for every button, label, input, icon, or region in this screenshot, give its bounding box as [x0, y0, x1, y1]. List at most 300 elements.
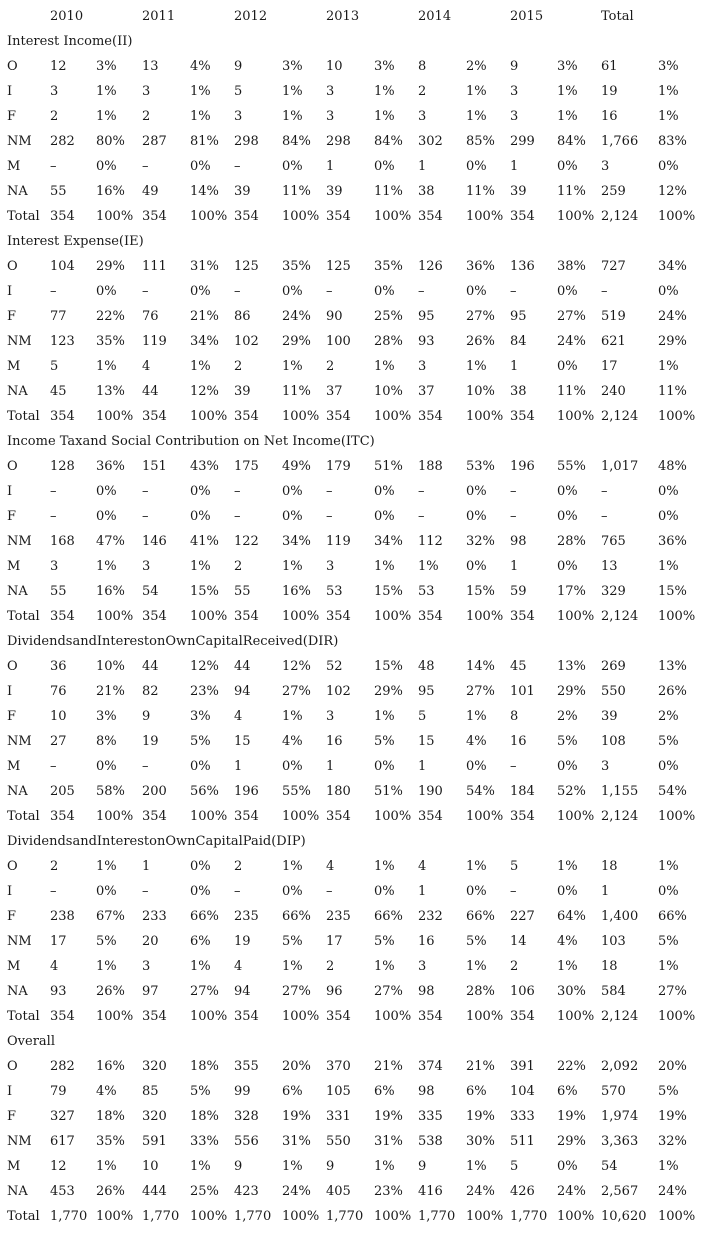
percent-cell: 0% [96, 284, 117, 299]
count-cell: 354 [142, 1009, 167, 1024]
count-cell: 36 [50, 659, 67, 674]
percent-cell: 53% [466, 459, 495, 474]
percent-cell: 12% [190, 659, 219, 674]
percent-cell: 100% [282, 1009, 320, 1024]
count-cell: 426 [510, 1184, 535, 1199]
count-cell: 125 [326, 259, 351, 274]
percent-cell: 66% [190, 909, 219, 924]
count-cell: 405 [326, 1184, 351, 1199]
count-cell: 2 [326, 959, 335, 974]
percent-cell: 0% [282, 884, 303, 899]
count-cell: 48 [418, 659, 435, 674]
percent-cell: 35% [96, 1134, 125, 1149]
count-cell: 17 [326, 934, 343, 949]
count-cell: 104 [50, 259, 75, 274]
count-cell: 3 [326, 109, 335, 124]
column-header: 2013 [326, 9, 360, 24]
table-row [0, 1129, 711, 1154]
count-cell: 2 [234, 559, 243, 574]
percent-cell: 1% [190, 959, 211, 974]
percent-cell: 0% [658, 284, 679, 299]
percent-cell: 13% [96, 384, 125, 399]
count-cell: 2 [418, 84, 427, 99]
count-cell: – [142, 884, 149, 899]
row-label: NM [7, 134, 32, 149]
percent-cell: 1% [466, 859, 487, 874]
count-cell: 16 [418, 934, 435, 949]
count-cell: – [142, 759, 149, 774]
count-cell: 287 [142, 134, 167, 149]
count-cell: 1 [418, 159, 427, 174]
count-cell: 354 [234, 809, 259, 824]
percent-cell: 1% [282, 859, 303, 874]
percent-cell: 55% [557, 459, 586, 474]
percent-cell: 24% [658, 309, 687, 324]
count-cell: 15 [418, 734, 435, 749]
count-cell: 94 [234, 684, 251, 699]
count-cell: 5 [510, 859, 519, 874]
count-cell: – [326, 509, 333, 524]
count-cell: 298 [326, 134, 351, 149]
count-cell: 4 [142, 359, 151, 374]
count-cell: 354 [326, 609, 351, 624]
count-cell: – [326, 284, 333, 299]
percent-cell: 11% [557, 384, 586, 399]
percent-cell: 100% [190, 609, 228, 624]
count-cell: 2 [234, 359, 243, 374]
count-cell: 329 [601, 584, 626, 599]
count-cell: 550 [326, 1134, 351, 1149]
count-cell: 354 [510, 409, 535, 424]
percent-cell: 1% [557, 84, 578, 99]
table-row [0, 704, 711, 729]
percent-cell: 24% [282, 1184, 311, 1199]
count-cell: 45 [510, 659, 527, 674]
row-label: O [7, 259, 18, 274]
count-cell: 2 [326, 359, 335, 374]
count-cell: – [510, 509, 517, 524]
percent-cell: 8% [96, 734, 117, 749]
percent-cell: 100% [96, 1209, 134, 1224]
percent-cell: 1% [374, 359, 395, 374]
table-row [0, 1154, 711, 1179]
percent-cell: 100% [557, 409, 595, 424]
percent-cell: 36% [658, 534, 687, 549]
percent-cell: 6% [466, 1084, 487, 1099]
count-cell: – [50, 884, 57, 899]
count-cell: 1,770 [234, 1209, 272, 1224]
row-label: M [7, 1159, 21, 1174]
percent-cell: 26% [96, 984, 125, 999]
percent-cell: 1% [466, 84, 487, 99]
percent-cell: 0% [466, 884, 487, 899]
section-title: Income Taxand Social Contribution on Net Income(ITC) [7, 434, 375, 449]
percent-cell: 0% [96, 159, 117, 174]
count-cell: 19 [601, 84, 618, 99]
percent-cell: 51% [374, 459, 403, 474]
count-cell: – [601, 484, 608, 499]
row-label: I [7, 484, 13, 499]
percent-cell: 100% [557, 209, 595, 224]
table-row [0, 879, 711, 904]
count-cell: 1 [234, 759, 243, 774]
count-cell: 3 [142, 559, 151, 574]
count-cell: 125 [234, 259, 259, 274]
percent-cell: 0% [658, 759, 679, 774]
percent-cell: 30% [557, 984, 586, 999]
data-table [0, 4, 711, 1229]
count-cell: 45 [50, 384, 67, 399]
count-cell: 9 [142, 709, 151, 724]
count-cell: 12 [50, 59, 67, 74]
percent-cell: 0% [658, 484, 679, 499]
count-cell: 39 [326, 184, 343, 199]
count-cell: 180 [326, 784, 351, 799]
percent-cell: 5% [374, 734, 395, 749]
count-cell: 77 [50, 309, 67, 324]
count-cell: 95 [418, 684, 435, 699]
count-cell: 146 [142, 534, 167, 549]
count-cell: 102 [326, 684, 351, 699]
percent-cell: 33% [190, 1134, 219, 1149]
percent-cell: 34% [282, 534, 311, 549]
percent-cell: 100% [96, 409, 134, 424]
percent-cell: 0% [374, 759, 395, 774]
count-cell: 128 [50, 459, 75, 474]
percent-cell: 32% [658, 1134, 687, 1149]
count-cell: 2 [234, 859, 243, 874]
percent-cell: 100% [374, 209, 412, 224]
table-row [0, 329, 711, 354]
count-cell: 727 [601, 259, 626, 274]
percent-cell: 10% [466, 384, 495, 399]
percent-cell: 80% [96, 134, 125, 149]
table-row [0, 354, 711, 379]
percent-cell: 100% [658, 1209, 696, 1224]
row-label: NM [7, 734, 32, 749]
count-cell: 13 [601, 559, 618, 574]
count-cell: 3 [418, 359, 427, 374]
count-cell: 151 [142, 459, 167, 474]
count-cell: 16 [326, 734, 343, 749]
percent-cell: 20% [658, 1059, 687, 1074]
percent-cell: 19% [466, 1109, 495, 1124]
row-label: I [7, 84, 13, 99]
row-label: O [7, 859, 18, 874]
table-row [0, 929, 711, 954]
percent-cell: 0% [190, 159, 211, 174]
count-cell: 354 [510, 609, 535, 624]
column-header: 2011 [142, 9, 176, 24]
count-cell: 93 [50, 984, 67, 999]
count-cell: 5 [510, 1159, 519, 1174]
count-cell: 10 [142, 1159, 159, 1174]
section-title-row [0, 1029, 711, 1054]
percent-cell: 100% [282, 209, 320, 224]
count-cell: 235 [234, 909, 259, 924]
count-cell: 119 [326, 534, 351, 549]
count-cell: 354 [418, 809, 443, 824]
percent-cell: 0% [96, 759, 117, 774]
row-label: I [7, 284, 13, 299]
percent-cell: 19% [374, 1109, 403, 1124]
table-row [0, 1104, 711, 1129]
percent-cell: 5% [658, 934, 679, 949]
percent-cell: 31% [282, 1134, 311, 1149]
percent-cell: 1% [282, 84, 303, 99]
count-cell: 320 [142, 1109, 167, 1124]
count-cell: – [418, 284, 425, 299]
count-cell: 37 [326, 384, 343, 399]
percent-cell: 24% [658, 1184, 687, 1199]
count-cell: 84 [510, 334, 527, 349]
percent-cell: 2% [658, 709, 679, 724]
count-cell: 259 [601, 184, 626, 199]
row-label: I [7, 684, 13, 699]
count-cell: 100 [326, 334, 351, 349]
count-cell: 44 [142, 659, 159, 674]
row-label: M [7, 159, 21, 174]
count-cell: 2,124 [601, 609, 639, 624]
table-row [0, 204, 711, 229]
count-cell: 39 [234, 384, 251, 399]
table-row [0, 679, 711, 704]
count-cell: 200 [142, 784, 167, 799]
count-cell: – [510, 884, 517, 899]
percent-cell: 24% [466, 1184, 495, 1199]
row-label: F [7, 509, 17, 524]
percent-cell: 0% [557, 159, 578, 174]
count-cell: 17 [601, 359, 618, 374]
count-cell: – [510, 759, 517, 774]
percent-cell: 17% [557, 584, 586, 599]
percent-cell: 1% [658, 1159, 679, 1174]
percent-cell: 0% [190, 884, 211, 899]
percent-cell: 4% [282, 734, 303, 749]
percent-cell: 1% [658, 959, 679, 974]
percent-cell: 1% [374, 1159, 395, 1174]
percent-cell: 0% [557, 359, 578, 374]
percent-cell: 100% [190, 809, 228, 824]
count-cell: 3 [601, 759, 610, 774]
percent-cell: 100% [96, 1009, 134, 1024]
count-cell: 584 [601, 984, 626, 999]
percent-cell: 3% [557, 59, 578, 74]
count-cell: 354 [234, 1009, 259, 1024]
percent-cell: 6% [557, 1084, 578, 1099]
table-row [0, 79, 711, 104]
percent-cell: 11% [466, 184, 495, 199]
count-cell: 10 [326, 59, 343, 74]
count-cell: 2,124 [601, 209, 639, 224]
count-cell: 98 [418, 984, 435, 999]
table-row [0, 579, 711, 604]
percent-cell: 84% [374, 134, 403, 149]
count-cell: 5 [50, 359, 59, 374]
percent-cell: 1% [96, 109, 117, 124]
count-cell: 2,567 [601, 1184, 639, 1199]
percent-cell: 0% [96, 484, 117, 499]
percent-cell: 100% [190, 409, 228, 424]
count-cell: 1,155 [601, 784, 639, 799]
count-cell: 61 [601, 59, 618, 74]
percent-cell: 27% [658, 984, 687, 999]
count-cell: 3 [142, 959, 151, 974]
count-cell: 354 [418, 209, 443, 224]
count-cell: 106 [510, 984, 535, 999]
count-cell: 54 [142, 584, 159, 599]
header-row [0, 4, 711, 29]
percent-cell: 5% [374, 934, 395, 949]
percent-cell: 6% [374, 1084, 395, 1099]
percent-cell: 83% [658, 134, 687, 149]
count-cell: 17 [50, 934, 67, 949]
count-cell: 52 [326, 659, 343, 674]
row-label: O [7, 59, 18, 74]
table-row [0, 279, 711, 304]
count-cell: – [142, 484, 149, 499]
row-label: I [7, 1084, 13, 1099]
percent-cell: 47% [96, 534, 125, 549]
percent-cell: 1% [190, 109, 211, 124]
row-label: Total [7, 409, 40, 424]
count-cell: 232 [418, 909, 443, 924]
percent-cell: 26% [658, 684, 687, 699]
percent-cell: 28% [374, 334, 403, 349]
percent-cell: 34% [374, 534, 403, 549]
percent-cell: 100% [96, 209, 134, 224]
percent-cell: 100% [282, 1209, 320, 1224]
section-title: Overall [7, 1034, 55, 1049]
percent-cell: 0% [557, 1159, 578, 1174]
count-cell: 269 [601, 659, 626, 674]
row-label: F [7, 109, 17, 124]
count-cell: 95 [418, 309, 435, 324]
percent-cell: 0% [557, 484, 578, 499]
percent-cell: 67% [96, 909, 125, 924]
percent-cell: 6% [282, 1084, 303, 1099]
count-cell: 190 [418, 784, 443, 799]
percent-cell: 100% [557, 809, 595, 824]
table-row [0, 529, 711, 554]
percent-cell: 1% [466, 359, 487, 374]
percent-cell: 16% [96, 184, 125, 199]
percent-cell: 16% [96, 1059, 125, 1074]
count-cell: 85 [142, 1084, 159, 1099]
row-label: O [7, 659, 18, 674]
percent-cell: 0% [282, 759, 303, 774]
percent-cell: 12% [190, 384, 219, 399]
percent-cell: 66% [282, 909, 311, 924]
count-cell: 240 [601, 384, 626, 399]
percent-cell: 29% [282, 334, 311, 349]
percent-cell: 36% [96, 459, 125, 474]
row-label: O [7, 1059, 18, 1074]
percent-cell: 19% [557, 1109, 586, 1124]
count-cell: 5 [418, 709, 427, 724]
count-cell: 196 [510, 459, 535, 474]
percent-cell: 25% [374, 309, 403, 324]
row-label: NA [7, 584, 28, 599]
count-cell: 354 [142, 209, 167, 224]
percent-cell: 5% [658, 1084, 679, 1099]
count-cell: 112 [418, 534, 443, 549]
row-label: M [7, 359, 21, 374]
percent-cell: 84% [557, 134, 586, 149]
count-cell: 550 [601, 684, 626, 699]
percent-cell: 100% [466, 409, 504, 424]
count-cell: 95 [510, 309, 527, 324]
count-cell: 3 [510, 109, 519, 124]
count-cell: 1,770 [50, 1209, 88, 1224]
count-cell: 9 [418, 1159, 427, 1174]
count-cell: 3 [326, 84, 335, 99]
count-cell: 179 [326, 459, 351, 474]
section-title: DividendsandInterestonOwnCapitalReceived(DIR) [7, 634, 339, 649]
percent-cell: 0% [374, 159, 395, 174]
count-cell: 320 [142, 1059, 167, 1074]
count-cell: 570 [601, 1084, 626, 1099]
percent-cell: 32% [466, 534, 495, 549]
percent-cell: 100% [557, 1209, 595, 1224]
percent-cell: 1% [96, 84, 117, 99]
percent-cell: 12% [658, 184, 687, 199]
count-cell: 1,770 [326, 1209, 364, 1224]
row-label: I [7, 884, 13, 899]
count-cell: 15 [234, 734, 251, 749]
percent-cell: 100% [190, 1009, 228, 1024]
count-cell: 538 [418, 1134, 443, 1149]
count-cell: 328 [234, 1109, 259, 1124]
percent-cell: 16% [282, 584, 311, 599]
percent-cell: 0% [658, 159, 679, 174]
percent-cell: 1% [96, 359, 117, 374]
count-cell: 93 [418, 334, 435, 349]
percent-cell: 38% [557, 259, 586, 274]
percent-cell: 0% [190, 859, 211, 874]
count-cell: 39 [601, 709, 618, 724]
count-cell: 617 [50, 1134, 75, 1149]
percent-cell: 0% [282, 159, 303, 174]
percent-cell: 15% [658, 584, 687, 599]
percent-cell: 0% [557, 509, 578, 524]
percent-cell: 29% [374, 684, 403, 699]
count-cell: – [326, 484, 333, 499]
count-cell: 374 [418, 1059, 443, 1074]
count-cell: 354 [326, 809, 351, 824]
count-cell: 3,363 [601, 1134, 639, 1149]
count-cell: 55 [234, 584, 251, 599]
count-cell: 235 [326, 909, 351, 924]
section-title-row [0, 429, 711, 454]
table-row [0, 729, 711, 754]
count-cell: 122 [234, 534, 259, 549]
table-row [0, 454, 711, 479]
percent-cell: 0% [374, 884, 395, 899]
count-cell: 76 [50, 684, 67, 699]
count-cell: 3 [142, 84, 151, 99]
count-cell: 282 [50, 134, 75, 149]
percent-cell: 25% [190, 1184, 219, 1199]
count-cell: 3 [326, 559, 335, 574]
row-label: M [7, 959, 21, 974]
percent-cell: 5% [190, 1084, 211, 1099]
section-title-row [0, 29, 711, 54]
percent-cell: 1% [282, 709, 303, 724]
percent-cell: 29% [658, 334, 687, 349]
count-cell: 19 [234, 934, 251, 949]
row-label: F [7, 909, 17, 924]
